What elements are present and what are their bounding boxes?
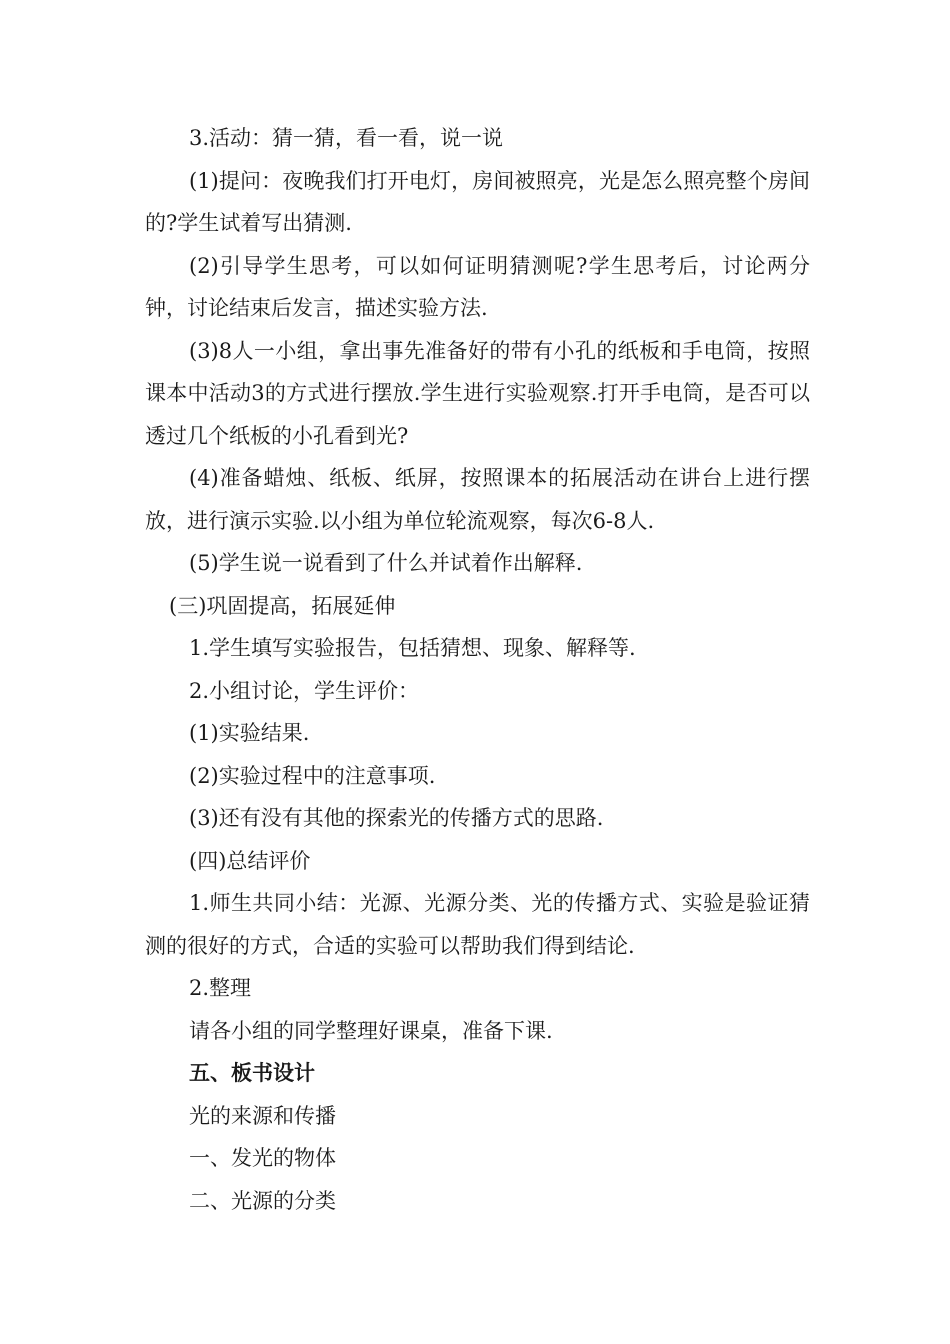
paragraph-explain: (5)学生说一说看到了什么并试着作出解释. [189,551,583,575]
paragraph-demo: (4)准备蜡烛、纸板、纸屏，按照课本的拓展活动在讲台上进行摆放，进行演示实验.以小组为单位轮流观察，每次6-8人. [145,466,810,533]
list-item: 2.小组讨论，学生评价： [189,678,420,703]
board-item: 二、光源的分类 [189,1188,336,1213]
list-item: (1)实验结果. [189,721,310,745]
board-item: 一、发光的物体 [189,1146,336,1170]
list-item: 2.整理 [189,976,252,1000]
list-item: (3)还有没有其他的探索光的传播方式的思路. [189,806,604,830]
section-heading-board-design: 五、板书设计 [189,1061,315,1085]
paragraph-guide: (2)引导学生思考，可以如何证明猜测呢?学生思考后，讨论两分钟，讨论结束后发言，描述实验方法. [145,253,810,320]
activity-heading: 3.活动：猜一猜，看一看，说一说 [189,126,504,150]
board-title: 光的来源和传播 [189,1103,336,1128]
paragraph-question: (1)提问：夜晚我们打开电灯，房间被照亮，光是怎么照亮整个房间的?学生试着写出猜测. [145,168,810,235]
document-body [145,117,810,1222]
paragraph-group-experiment: (3)8人一小组，拿出事先准备好的带有小孔的纸板和手电筒，按照课本中活动3的方式进行摆放.学生进行实验观察.打开手电筒，是否可以透过几个纸板的小孔看到光? [145,338,810,448]
list-item: 1.学生填写实验报告，包括猜想、现象、解释等. [189,636,636,660]
paragraph-tidy: 请各小组的同学整理好课桌，准备下课. [189,1018,553,1043]
section-heading-summary: (四)总结评价 [189,848,311,873]
list-item: (2)实验过程中的注意事项. [189,763,436,788]
section-heading-consolidate: (三)巩固提高，拓展延伸 [169,593,396,618]
paragraph-summary: 1.师生共同小结：光源、光源分类、光的传播方式、实验是验证猜测的很好的方式，合适的实验可以帮助我们得到结论. [145,891,810,958]
